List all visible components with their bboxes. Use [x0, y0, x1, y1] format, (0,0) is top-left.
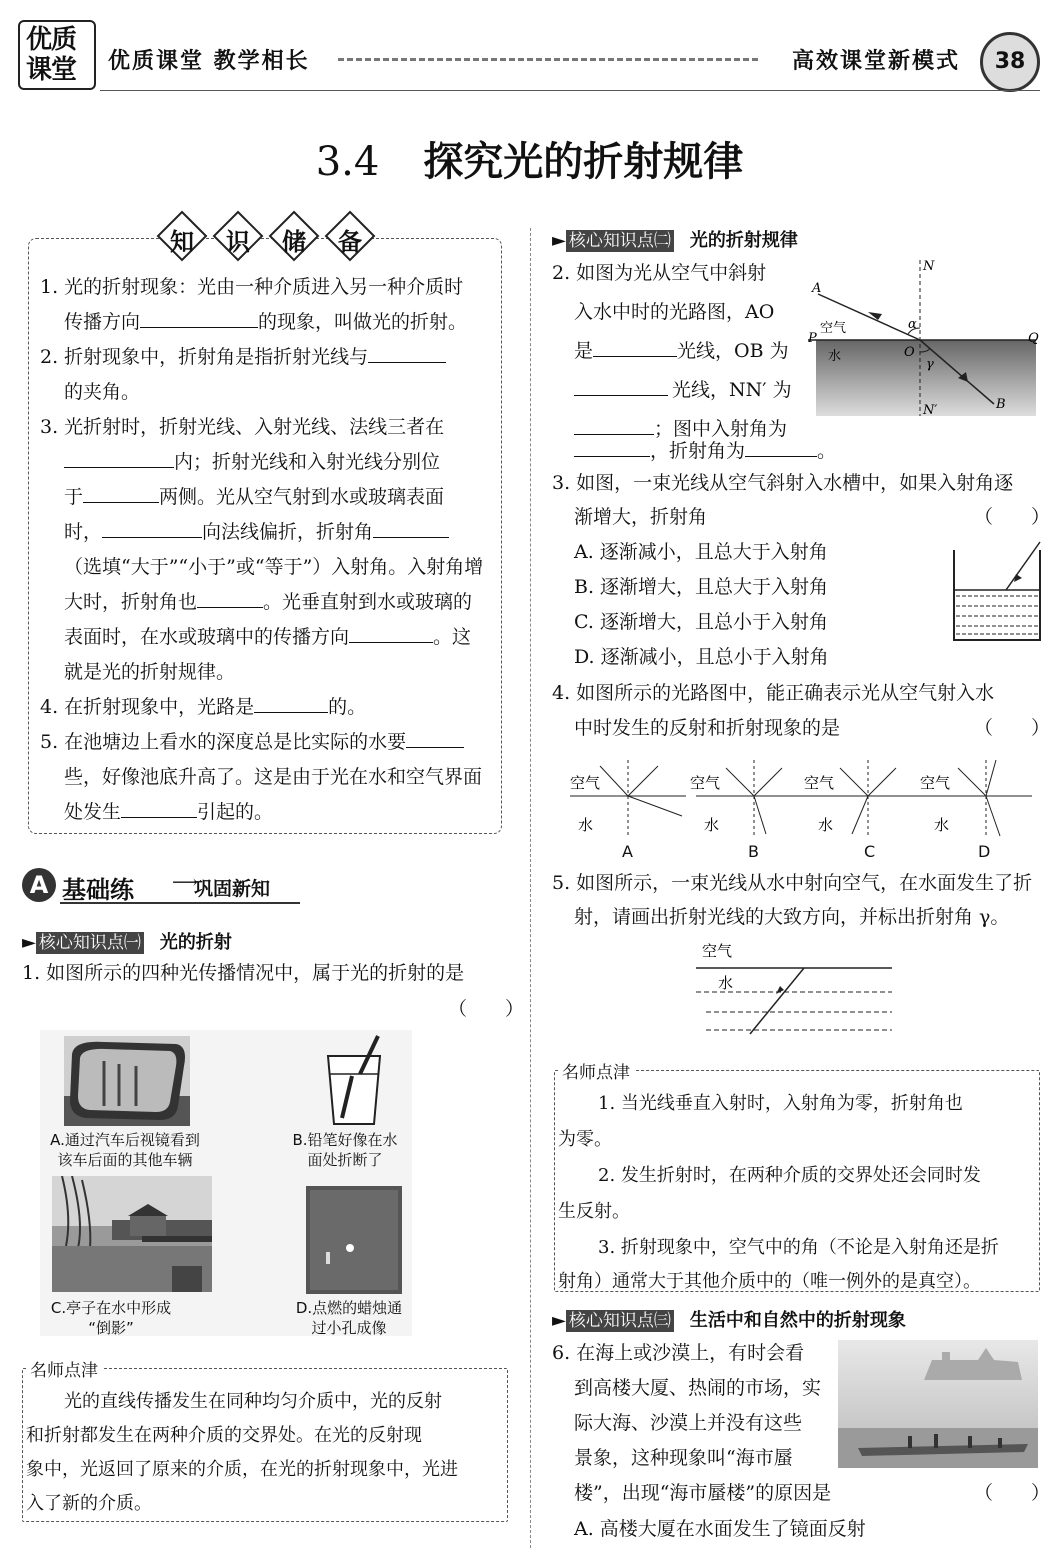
- kn-text: 4. 在折射现象中，光路是: [40, 696, 255, 718]
- kn-text: 1. 光的折射现象：光由一种介质进入另一种介质时: [40, 276, 464, 298]
- play-icon: ►: [22, 932, 36, 953]
- q4-diagram-b: [690, 760, 812, 838]
- label-n: N: [923, 259, 935, 274]
- page-title: [0, 130, 1059, 187]
- q2-line-2: 入水中时的光路图，AO: [574, 301, 775, 323]
- q3-option-c[interactable]: C. 逐渐增大，且总小于入射角: [574, 611, 828, 633]
- logo: [18, 20, 96, 90]
- q1-image-d-candle: [306, 1186, 402, 1294]
- tip2-line-1: 1. 当光线垂直入射时，入射角为零，折射角也: [598, 1093, 963, 1114]
- kp1-tag: 核心知识点㈠: [36, 932, 144, 954]
- kn-text: 处发生: [64, 801, 122, 823]
- logo-text: 优质课堂: [26, 25, 77, 85]
- section-a-title: 基础练: [62, 876, 134, 904]
- q4-diagram-a: [570, 760, 686, 838]
- q6-line-5: 楼”，出现“海市蜃楼”的原因是: [574, 1482, 832, 1504]
- kn-line-1: [40, 270, 463, 305]
- kp2-heading: [552, 226, 798, 252]
- q1-image-b-pencil-glass: [318, 1034, 390, 1128]
- banner-char-4: 备: [338, 228, 362, 256]
- kn-line-6: [64, 445, 440, 480]
- tip1-line-3: 象中，光返回了原来的介质，在光的折射现象中，光进: [26, 1459, 458, 1480]
- label-o: O: [904, 345, 915, 360]
- tip2-line-6: 射角）通常大于其他介质中的（唯一例外的是真空）。: [558, 1271, 981, 1292]
- q5-diagram[interactable]: [692, 938, 896, 1038]
- kp3-title: 生活中和自然中的折射现象: [689, 1310, 906, 1331]
- kn-line-12: [64, 655, 235, 690]
- kn-line-13: [40, 690, 366, 725]
- svg-text:水: 水: [818, 816, 834, 834]
- q4-line-2: 中时发生的反射和折射现象的是: [574, 717, 841, 739]
- header-rule: [100, 90, 1040, 91]
- fill-blank[interactable]: [102, 517, 202, 538]
- header-right-slogan: 高效课堂新模式: [792, 49, 961, 74]
- q2-text: ；图中入射角为: [654, 418, 788, 440]
- tip2-line-5: 3. 折射现象中，空气中的角（不论是入射角还是折: [598, 1237, 999, 1258]
- tip1-label: 名师点津: [26, 1356, 102, 1381]
- label-gamma: γ: [926, 357, 934, 372]
- kn-text: 向法线偏折，折射角: [202, 521, 374, 543]
- q3-line-1: 3. 如图，一束光线从空气斜射入水槽中，如果入射角逐: [552, 472, 1014, 494]
- q2-text: 是: [574, 340, 594, 362]
- tip1-line-4: 入了新的介质。: [26, 1493, 152, 1514]
- header-dashes: [338, 58, 758, 61]
- q4-label-a[interactable]: A: [622, 842, 633, 861]
- fill-blank[interactable]: [406, 727, 464, 748]
- tip1-line-2: 和折射都发生在两种介质的交界处。在光的反射现: [26, 1425, 422, 1446]
- q5-label-water: 水: [718, 974, 734, 992]
- q3-answer-paren[interactable]: [974, 500, 1050, 535]
- svg-text:水: 水: [934, 816, 950, 834]
- label-n-prime: N′: [923, 403, 938, 418]
- q6-line-1: 6. 在海上或沙漠上，有时会看: [552, 1342, 805, 1364]
- kn-text: 2. 折射现象中，折射角是指折射光线与: [40, 346, 369, 368]
- kn-line-7: [64, 480, 444, 515]
- fill-blank[interactable]: [197, 587, 263, 608]
- q4-diagram-c: [804, 760, 926, 838]
- label-water: 水: [828, 349, 842, 364]
- q1-answer-paren[interactable]: [448, 992, 524, 1027]
- q5-line-1: 5. 如图所示，一束光线从水中射向空气，在水面发生了折: [552, 872, 1033, 894]
- kn-line-3: [40, 340, 446, 375]
- fill-blank[interactable]: [140, 307, 258, 328]
- kn-text: 3. 光折射时，折射光线、入射光线、法线三者在: [40, 416, 445, 438]
- label-q: Q: [1028, 331, 1039, 346]
- q6-line-4: 景象，这种现象叫“海市蜃: [574, 1447, 793, 1469]
- q6-mirage-photo: [838, 1340, 1038, 1468]
- kp3-tag: 核心知识点㈢: [566, 1310, 674, 1332]
- kn-line-15: [64, 760, 482, 795]
- q2-line-6: [574, 434, 836, 469]
- kn-line-10: [64, 585, 472, 620]
- kp1-heading: [22, 928, 232, 954]
- label-air: 空气: [820, 321, 847, 336]
- q1-text: 1. 如图所示的四种光传播情况中，属于光的折射的是: [22, 962, 465, 984]
- q2-line-1: 2. 如图为光从空气中斜射: [552, 262, 767, 284]
- kp1-title: 光的折射: [159, 932, 232, 953]
- q6-answer-paren[interactable]: [974, 1476, 1050, 1511]
- q4-diagrams: [560, 754, 1040, 838]
- tip2-line-2: 为零。: [558, 1129, 612, 1150]
- kn-line-4: [64, 375, 140, 410]
- fill-blank[interactable]: [64, 447, 174, 468]
- fill-blank[interactable]: [254, 692, 328, 713]
- q5-line-2: 射，请画出折射光线的大致方向，并标出折射角 γ。: [574, 906, 1010, 928]
- kn-line-5: [40, 410, 444, 445]
- q4-label-d[interactable]: D: [978, 842, 991, 861]
- kn-text: 的夹角。: [64, 381, 141, 403]
- kn-text: 的。: [328, 696, 367, 718]
- svg-text:水: 水: [578, 816, 594, 834]
- label-a: A: [812, 281, 822, 296]
- q3-water-tank: [950, 540, 1044, 644]
- svg-text:空气: 空气: [570, 774, 601, 792]
- fill-blank[interactable]: [121, 797, 197, 818]
- banner-char-3: 储: [282, 228, 306, 256]
- kn-text: 时，: [64, 521, 103, 543]
- q4-paren[interactable]: （ ）: [974, 717, 1051, 739]
- q1-caption-c: [36, 1298, 186, 1338]
- svg-text:空气: 空气: [920, 774, 951, 792]
- caption-line: “倒影”: [88, 1319, 134, 1337]
- q2-text: 光线，NN′ 为: [672, 379, 792, 401]
- q4-label-c[interactable]: C: [864, 842, 876, 861]
- kn-line-2: [64, 305, 467, 340]
- q1-image-c-pavilion: [52, 1176, 212, 1292]
- q3-line-2: 渐增大，折射角: [574, 506, 708, 528]
- fill-blank[interactable]: [373, 517, 449, 538]
- q1-caption-b: [270, 1130, 420, 1170]
- section-a-badge-letter: A: [29, 871, 49, 899]
- q6-paren[interactable]: （ ）: [974, 1482, 1051, 1504]
- kn-text: 大时，折射角也: [64, 591, 198, 613]
- caption-line: D.点燃的蜡烛通: [295, 1299, 403, 1317]
- q6-option-a[interactable]: A. 高楼大厦在水面发生了镜面反射: [574, 1518, 866, 1540]
- page-number-badge: [980, 32, 1040, 92]
- title-text: 探究光的折射规律: [423, 139, 744, 185]
- kn-line-8: [64, 515, 449, 550]
- title-number: 3.4: [315, 139, 380, 185]
- kp3-heading: [552, 1306, 906, 1332]
- fill-blank[interactable]: [368, 342, 446, 363]
- knowledge-banner: [156, 210, 376, 262]
- q2-line-3: [574, 334, 789, 369]
- page-number: 38: [994, 49, 1026, 74]
- kn-text: （选填“大于”“小于”或“等于”）入射角。入射角增: [64, 556, 484, 578]
- q2-refraction-diagram: [808, 256, 1044, 422]
- kn-text: 。这: [433, 626, 472, 648]
- kn-text: 些，好像池底升高了。这是由于光在水和空气界面: [64, 766, 483, 788]
- fill-blank[interactable]: [349, 622, 433, 643]
- kn-line-9: [64, 550, 483, 585]
- svg-text:空气: 空气: [804, 774, 835, 792]
- kn-line-16: [64, 795, 273, 830]
- q1-stem: [22, 956, 464, 991]
- q6-line-3: 际大海、沙漠上并没有这些: [574, 1412, 803, 1434]
- q1-image-a-mirror: [64, 1036, 190, 1126]
- fill-blank[interactable]: [574, 414, 654, 435]
- q1-paren[interactable]: （ ）: [448, 998, 525, 1020]
- kn-text: 传播方向: [64, 311, 141, 333]
- banner-char-2: 识: [226, 228, 250, 256]
- kn-line-11: [64, 620, 471, 655]
- section-a-rule: [60, 902, 300, 904]
- play-icon: ►: [552, 1310, 566, 1331]
- q4-line-1: 4. 如图所示的光路图中，能正确表示光从空气射入水: [552, 682, 995, 704]
- label-alpha: α: [908, 317, 917, 332]
- q1-caption-d: [274, 1298, 424, 1338]
- kn-text: 的现象，叫做光的折射。: [258, 311, 468, 333]
- fill-blank[interactable]: [574, 436, 650, 457]
- q3-option-a[interactable]: A. 逐渐减小，且总大于入射角: [574, 541, 828, 563]
- q2-line-4: [574, 373, 792, 408]
- q2-text: 。: [817, 440, 837, 462]
- kn-text: 内；折射光线和入射光线分别位: [174, 451, 441, 473]
- tip2-line-4: 生反射。: [558, 1201, 630, 1222]
- svg-text:水: 水: [704, 816, 720, 834]
- section-a-header: [22, 866, 282, 906]
- kn-text: 。光垂直射到水或玻璃的: [263, 591, 473, 613]
- tip1-line-1: 光的直线传播发生在同种均匀介质中，光的反射: [64, 1391, 442, 1412]
- kp2-title: 光的折射规律: [689, 230, 798, 251]
- caption-line: C.亭子在水中形成: [50, 1299, 172, 1317]
- fill-blank[interactable]: [593, 336, 677, 357]
- caption-line: B.铅笔好像在水: [292, 1131, 398, 1149]
- fill-blank[interactable]: [745, 436, 817, 457]
- play-icon: ►: [552, 230, 566, 251]
- kp2-tag: 核心知识点㈡: [566, 230, 674, 252]
- caption-line: 该车后面的其他车辆: [57, 1151, 193, 1169]
- kn-text: 于: [64, 486, 84, 508]
- kn-line-14: [40, 725, 464, 760]
- caption-line: 面处折断了: [307, 1151, 383, 1169]
- tip2-label: 名师点津: [558, 1058, 634, 1083]
- q5-label-air: 空气: [702, 942, 733, 960]
- kn-text: 就是光的折射规律。: [64, 661, 236, 683]
- q3-paren[interactable]: （ ）: [974, 506, 1051, 528]
- kn-text: 引起的。: [197, 801, 274, 823]
- label-p: P: [808, 331, 817, 346]
- q4-label-b[interactable]: B: [748, 842, 759, 861]
- q3-option-b[interactable]: B. 逐渐增大，且总大于入射角: [574, 576, 829, 598]
- section-a-badge: [22, 868, 56, 902]
- kn-text: 两侧。光从空气射到水或玻璃表面: [159, 486, 445, 508]
- q2-text: 光线，OB 为: [677, 340, 789, 362]
- tip2-line-3: 2. 发生折射时，在两种介质的交界处还会同时发: [598, 1165, 981, 1186]
- kn-text: 5. 在池塘边上看水的深度总是比实际的水要: [40, 731, 407, 753]
- column-divider: [530, 228, 531, 1548]
- section-a-subtitle: 巩固新知: [194, 878, 271, 900]
- q3-option-d[interactable]: D. 逐渐减小，且总小于入射角: [574, 646, 829, 668]
- svg-text:空气: 空气: [690, 774, 721, 792]
- q2-text: ，折射角为: [650, 440, 746, 462]
- q4-answer-paren[interactable]: [974, 711, 1050, 746]
- header-left-slogan: 优质课堂 教学相长: [108, 49, 310, 74]
- fill-blank[interactable]: [574, 375, 668, 396]
- q1-caption-a: [40, 1130, 210, 1170]
- q4-diagram-d: [920, 760, 1032, 838]
- caption-line: A.通过汽车后视镜看到: [50, 1131, 200, 1149]
- fill-blank[interactable]: [83, 482, 159, 503]
- label-b: B: [996, 397, 1006, 412]
- banner-char-1: 知: [170, 228, 194, 256]
- arrow-icon: ⟶: [172, 872, 198, 893]
- q6-line-2: 到高楼大厦、热闹的市场，实: [574, 1377, 822, 1399]
- kn-text: 表面时，在水或玻璃中的传播方向: [64, 626, 350, 648]
- caption-line: 过小孔成像: [311, 1319, 387, 1337]
